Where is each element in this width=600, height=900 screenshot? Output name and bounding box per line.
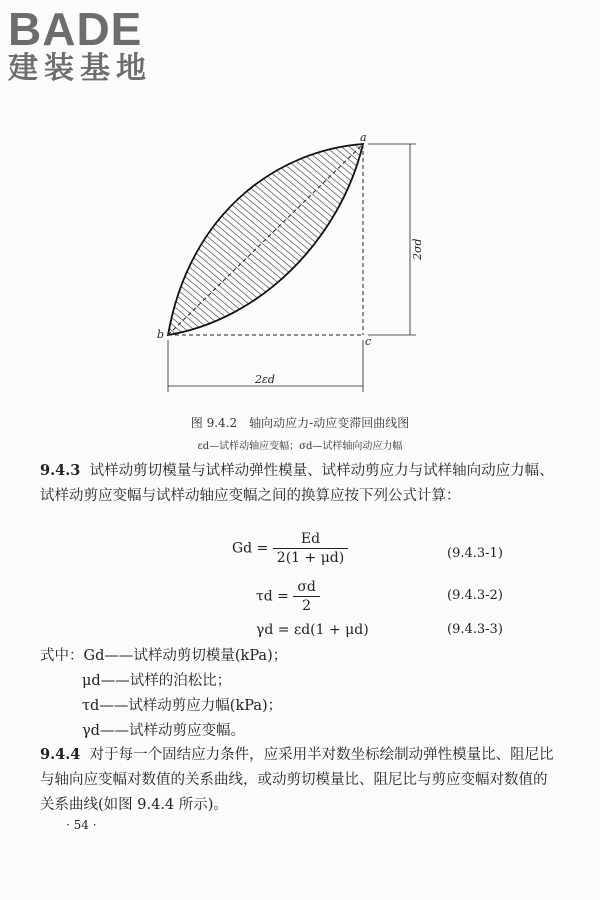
eq2-numerator: σd [293, 578, 320, 597]
where-sym: μd [82, 673, 101, 689]
where-sym: γd [82, 723, 100, 739]
where-line-3 [82, 694, 282, 715]
hysteresis-figure [150, 130, 440, 400]
equation-2-number: (9.4.3-2) [447, 588, 503, 603]
eq1-numerator: Ed [273, 530, 348, 549]
section-944-number: 9.4.4 [40, 746, 81, 763]
where-line-1 [40, 644, 287, 665]
section-944 [40, 742, 560, 818]
eq2-lhs: τd = [256, 588, 289, 605]
equation-2 [256, 578, 320, 615]
eq1-fraction [273, 530, 348, 567]
vertical-dimension-label: 2σd [411, 238, 424, 260]
horizontal-dimension-label: 2εd [255, 373, 275, 386]
equation-1-number: (9.4.3-1) [447, 546, 503, 561]
eq2-fraction [293, 578, 320, 615]
where-desc: ——试样的泊松比； [100, 673, 232, 689]
where-line-4 [82, 719, 245, 740]
where-desc: ——试样动剪切模量(kPa)； [104, 648, 288, 664]
equation-3-number: (9.4.3-3) [447, 622, 503, 637]
logo-text: BADE [8, 3, 143, 55]
point-a-label: a [360, 131, 367, 144]
point-b-label: b [157, 328, 165, 341]
section-943-text: 试样动剪切模量与试样动弹性模量、试样动剪应力与试样轴向动应力幅、试样动剪应变幅与试样动轴应变幅之间的换算应按下列公式计算： [40, 463, 554, 504]
point-c-label: c [365, 335, 372, 348]
figure-legend: εd—试样动轴应变幅；σd—试样轴向动应力幅 [197, 441, 403, 452]
page-number: · 54 · [66, 818, 97, 832]
section-943-number: 9.4.3 [40, 462, 81, 479]
equation-3 [256, 622, 369, 638]
logo [8, 3, 152, 86]
eq2-denominator: 2 [302, 598, 312, 614]
eq3-lhs: γd = [256, 622, 290, 638]
where-lead: 式中： [40, 648, 84, 664]
where-sym: τd [82, 698, 100, 714]
eq3-rhs: εd(1 + μd) [293, 622, 369, 638]
eq1-denominator: 2(1 + μd) [276, 550, 345, 566]
section-943 [40, 458, 560, 509]
where-line-2 [82, 669, 231, 690]
where-desc: ——试样动剪应力幅(kPa)； [99, 698, 283, 714]
equation-1 [232, 530, 348, 567]
where-sym: Gd [83, 648, 105, 664]
figure-caption: 图 9.4.2 轴向动应力-动应变滞回曲线图 [190, 416, 410, 430]
where-desc: ——试样动剪应变幅。 [99, 723, 245, 739]
logo-subtitle: 建装基地 [8, 51, 152, 86]
section-944-text: 对于每一个固结应力条件，应采用半对数坐标绘制动弹性模量比、阻尼比与轴向应变幅对数值的关系曲线，或动剪切模量比、阻尼比与剪应变幅对数值的关系曲线(如图 9.4.4 所示)。 [40, 747, 554, 813]
eq1-lhs: Gd = [232, 540, 269, 557]
